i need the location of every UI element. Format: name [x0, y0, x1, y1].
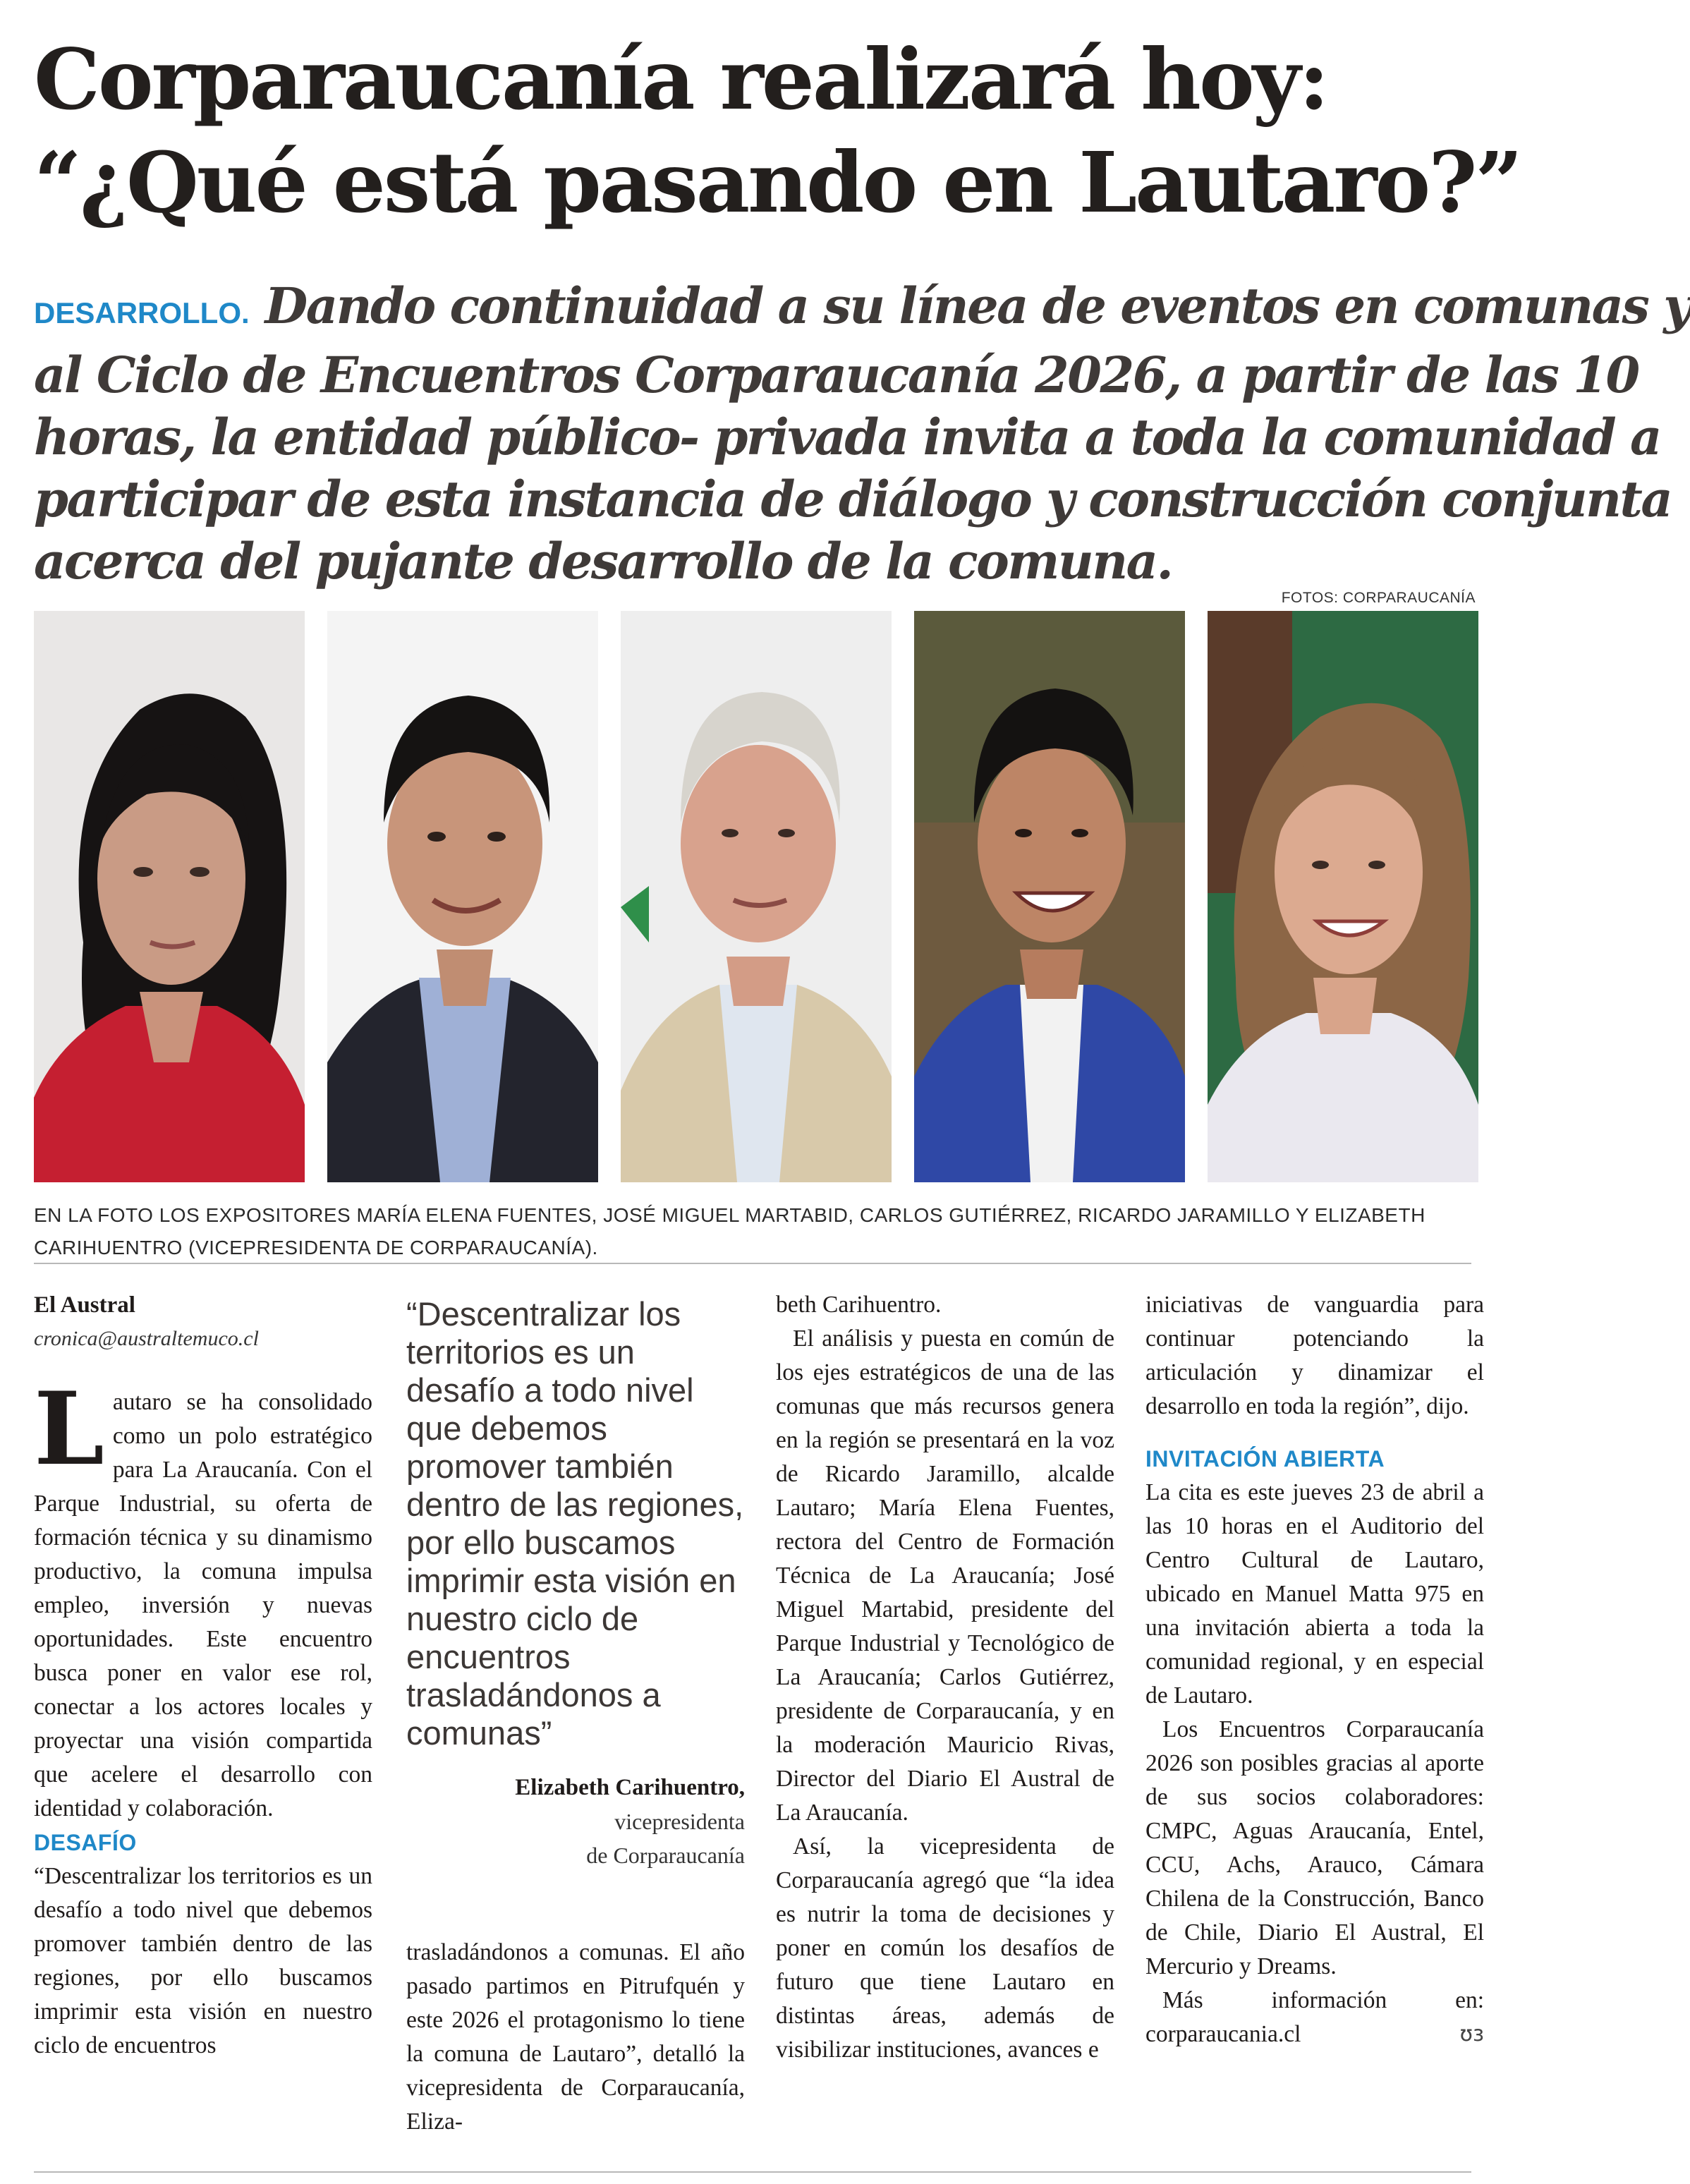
- column-2-continuation: [406, 1936, 745, 2139]
- deck-line-3: horas, la entidad público- privada invita a toda la comunidad a: [34, 408, 1660, 466]
- pull-quote-attribution-org: de Corparaucanía: [586, 1843, 745, 1868]
- photo-jose-miguel-martabid: [327, 611, 598, 1182]
- subhead-invitacion: INVITACIÓN ABIERTA: [1145, 1446, 1385, 1472]
- deck-section-tag: DESARROLLO.: [34, 296, 250, 329]
- column-1: [34, 1288, 372, 2063]
- intro-paragraph: [34, 1371, 372, 1826]
- deck: [34, 275, 1690, 593]
- portrait-illustration: [34, 611, 305, 1182]
- photo-carlos-gutierrez: [621, 611, 892, 1182]
- photo-ricardo-jaramillo: [914, 611, 1185, 1182]
- col4-paragraph-3: Los Encuentros Corparaucanía 2026 son posibles gracias al aporte de sus socios colaboradores: CMPC, Aguas Araucanía, Entel, CCU, Achs, Arauco, Cámara Chilena de la Construcción, Banco de Chile, Diario El Austral, El Mercurio y Dreams.: [1145, 1716, 1484, 1979]
- headline-line-2: “¿Qué está pasando en Lautaro?”: [34, 133, 1521, 231]
- col4-paragraph-2: La cita es este jueves 23 de abril a las 10 horas en el Auditorio del Centro Cultural de Lautaro, ubicado en Manuel Matta 975 en una invitación abierta a toda la comunidad regional, y en especial de Lautaro.: [1145, 1479, 1484, 1709]
- photo-maria-elena-fuentes: [34, 611, 305, 1182]
- photo-elizabeth-carihuentro: [1208, 611, 1478, 1182]
- more-info-link[interactable]: Más información en: corparaucania.cl: [1145, 1987, 1484, 2047]
- drop-cap: L: [34, 1371, 104, 1488]
- pull-quote: “Descentralizar los territorios es un desafío a todo nivel que debemos promover también dentro de las regiones, por ello buscamos imprimir esta visión en nuestro ciclo de encuentros trasladándonos a comunas”: [406, 1295, 744, 1752]
- deck-line-4: participar de esta instancia de diálogo y construcción conjunta: [34, 470, 1672, 528]
- portrait-illustration: [1208, 611, 1478, 1182]
- divider-bottom: [34, 2171, 1471, 2173]
- portrait-illustration: [327, 611, 598, 1182]
- portrait-illustration: [914, 611, 1185, 1182]
- pull-quote-attribution-name: Elizabeth Carihuentro,: [515, 1775, 745, 1800]
- photo-credit: FOTOS: CORPARAUCANÍA: [1281, 590, 1476, 606]
- divider-top: [34, 1263, 1471, 1264]
- intro-text: autaro se ha consolidado como un polo estratégico para La Araucanía. Con el Parque Industrial, su oferta de formación técnica y su dinamismo productivo, la comuna impulsa empleo, inversión y nuevas oportunidades. Este encuentro busca poner en valor ese rol, conectar a los actores locales y proyectar una visión compartida que acelere el desarrollo con identidad y colaboración.: [34, 1389, 372, 1821]
- deck-line-1: [34, 275, 1690, 344]
- subhead-desafio: DESAFÍO: [34, 1830, 137, 1855]
- photo-caption: EN LA FOTO LOS EXPOSITORES MARÍA ELENA FUENTES, JOSÉ MIGUEL MARTABID, CARLOS GUTIÉRREZ, RICARDO JARAMILLO Y ELIZABETH CARIHUENTRO (VICEPRESIDENTA DE CORPARAUCANÍA).: [34, 1204, 1425, 1258]
- deck-line-5: acerca del pujante desarrollo de la comuna.: [34, 532, 1172, 590]
- col3-paragraph-2: El análisis y puesta en común de los ejes estratégicos de una de las comunas que más recursos genera en la región se presentará en la voz de Ricardo Jaramillo, alcalde Lautaro; María Elena Fuentes, rectora del Centro de Formación Técnica de La Araucanía; José Miguel Martabid, presidente del Parque Industrial y Tecnológico de La Araucanía; Carlos Gutiérrez, presidente de Corparaucanía, y en la moderación Mauricio Rivas, Director del Diario El Austral de La Araucanía.: [776, 1325, 1114, 1826]
- byline-email: cronica@australtemuco.cl: [34, 1327, 259, 1350]
- portrait-illustration: [621, 611, 892, 1182]
- col3-paragraph-3: Así, la vicepresidenta de Corparaucanía agregó que “la idea es nutrir la toma de decisiones y poner en común los desafíos de futuro que tiene Lautaro en distintas áreas, además de visibilizar instituciones, avances e: [776, 1833, 1114, 2063]
- column-3: [776, 1288, 1114, 2067]
- end-mark-icon: ʊз: [1459, 2022, 1484, 2046]
- headline-line-1: Corparaucanía realizará hoy:: [34, 30, 1327, 128]
- column-4: [1145, 1288, 1484, 2051]
- deck-line-1-text: Dando continuidad a su línea de eventos en comunas y: [265, 277, 1690, 335]
- col4-paragraph-1: iniciativas de vanguardia para continuar potenciando la articulación y dinamizar el desarrollo en toda la región”, dijo.: [1145, 1292, 1484, 1419]
- column-2: [406, 1295, 745, 1872]
- headline: [34, 28, 1521, 234]
- continuation-paragraph: trasladándonos a comunas. El año pasado partimos en Pitrufquén y este 2026 el protagonismo lo tiene la comuna de Lautaro”, detalló la vicepresidenta de Corparaucanía, Eliza-: [406, 1939, 745, 2135]
- pull-quote-attribution-role: vicepresidenta: [614, 1809, 745, 1834]
- desafio-paragraph: “Descentralizar los territorios es un desafío a todo nivel que debemos promover también dentro de las regiones, por ello buscamos imprimir esta visión en nuestro ciclo de encuentros: [34, 1863, 372, 2058]
- deck-line-2: al Ciclo de Encuentros Corparaucanía 2026, a partir de las 10: [34, 346, 1639, 404]
- byline-name: El Austral: [34, 1292, 135, 1318]
- col3-paragraph-1: beth Carihuentro.: [776, 1292, 942, 1318]
- col4-paragraph-4: [1145, 1984, 1484, 2051]
